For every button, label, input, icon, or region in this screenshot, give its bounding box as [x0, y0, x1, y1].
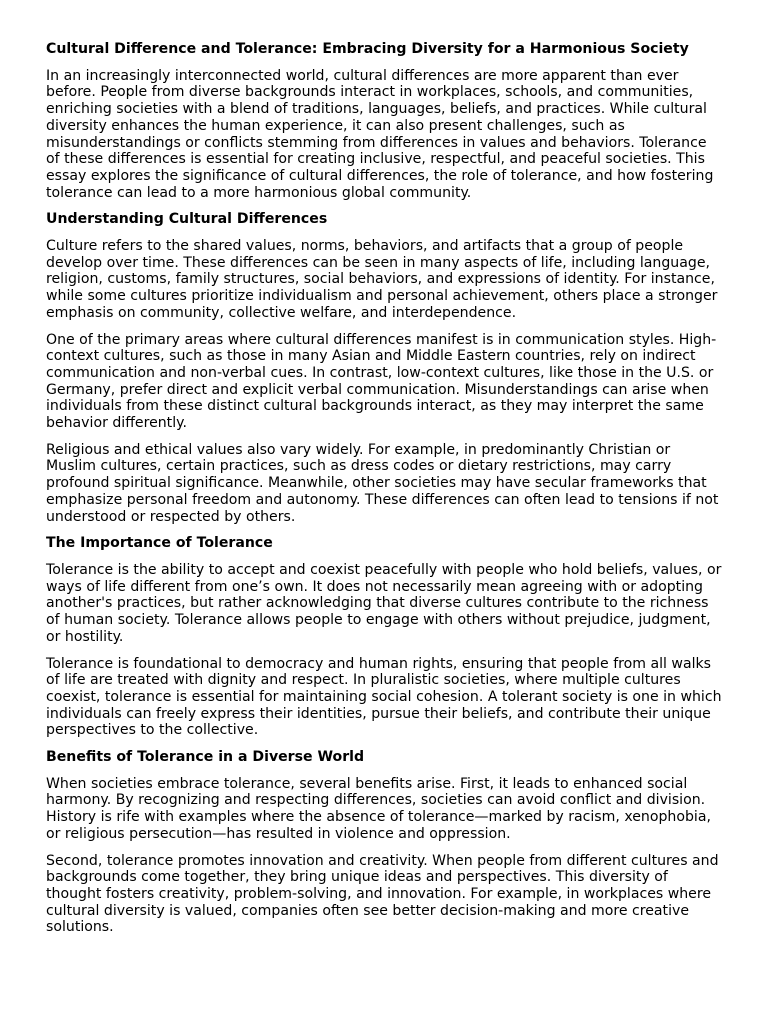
paragraph: Second, tolerance promotes innovation and creativity. When people from different cultures and backgrounds come together, they bring unique ideas and perspectives. This diversity of thought fosters creativity, problem-solving, and innovation. For example, in workplaces where cultural diversity is valued, companies often see better decision-making and more creative solutions.	[46, 852, 719, 936]
paragraph: Culture refers to the shared values, norms, behaviors, and artifacts that a group of people develop over time. These differences can be seen in many aspects of life, including language, religion, customs, family structures, social behaviors, and expressions of identity. For instance, while some cultures prioritize individualism and personal achievement, others place a stronger emphasis on community, collective welfare, and interdependence.	[46, 238, 718, 321]
paragraph: When societies embrace tolerance, several benefits arise. First, it leads to enhanced social harmony. By recognizing and respecting differences, societies can avoid conflict and division. History is rife with examples where the absence of tolerance—marked by racism, xenophobia, or religious persecution—has resulted in violence and oppression.	[46, 775, 711, 842]
paragraph: Tolerance is foundational to democracy and human rights, ensuring that people from all walks of life are treated with dignity and respect. In pluralistic societies, where multiple cultures coexist, tolerance is essential for maintaining social cohesion. A tolerant society is one in which individuals can freely express their identities, pursue their beliefs, and contribute their unique perspectives to the collective.	[46, 655, 722, 739]
section-heading-understanding: Understanding Cultural Differences	[46, 211, 328, 228]
section-heading-importance: The Importance of Tolerance	[46, 535, 273, 552]
paragraph: Tolerance is the ability to accept and coexist peacefully with people who hold beliefs, values, or ways of life different from one’s own. It does not necessarily mean agreeing with or adopting another's practices, but rather acknowledging that diverse cultures contribute to the richness of human society. Tolerance allows people to engage with others without prejudice, judgment, or hostility.	[46, 561, 722, 645]
intro-paragraph: In an increasingly interconnected world, cultural differences are more apparent than ever before. People from diverse backgrounds interact in workplaces, schools, and communities, enriching societies with a blend of traditions, languages, beliefs, and practices. While cultural diversity enhances the human experience, it can also present challenges, such as misunderstandings or conflicts stemming from differences in values and behaviors. Tolerance of these differences is essential for creating inclusive, respectful, and peaceful societies. This essay explores the significance of cultural differences, the role of tolerance, and how fostering tolerance can lead to a more harmonious global community.	[46, 67, 714, 201]
paragraph: Religious and ethical values also vary widely. For example, in predominantly Christian or Muslim cultures, certain practices, such as dress codes or dietary restrictions, may carry profound spiritual significance. Meanwhile, other societies may have secular frameworks that emphasize personal freedom and autonomy. These differences can often lead to tensions if not understood or respected by others.	[46, 441, 719, 525]
section-heading-benefits: Benefits of Tolerance in a Diverse World	[46, 749, 365, 766]
paragraph: One of the primary areas where cultural differences manifest is in communication styles. High-context cultures, such as those in many Asian and Middle Eastern countries, rely on indirect communication and non-verbal cues. In contrast, low-context cultures, like those in the U.S. or Germany, prefer direct and explicit verbal communication. Misunderstandings can arise when individuals from these distinct cultural backgrounds interact, as they may interpret the same behavior differently.	[46, 331, 717, 432]
document-title: Cultural Difference and Tolerance: Embracing Diversity for a Harmonious Society	[46, 41, 689, 57]
